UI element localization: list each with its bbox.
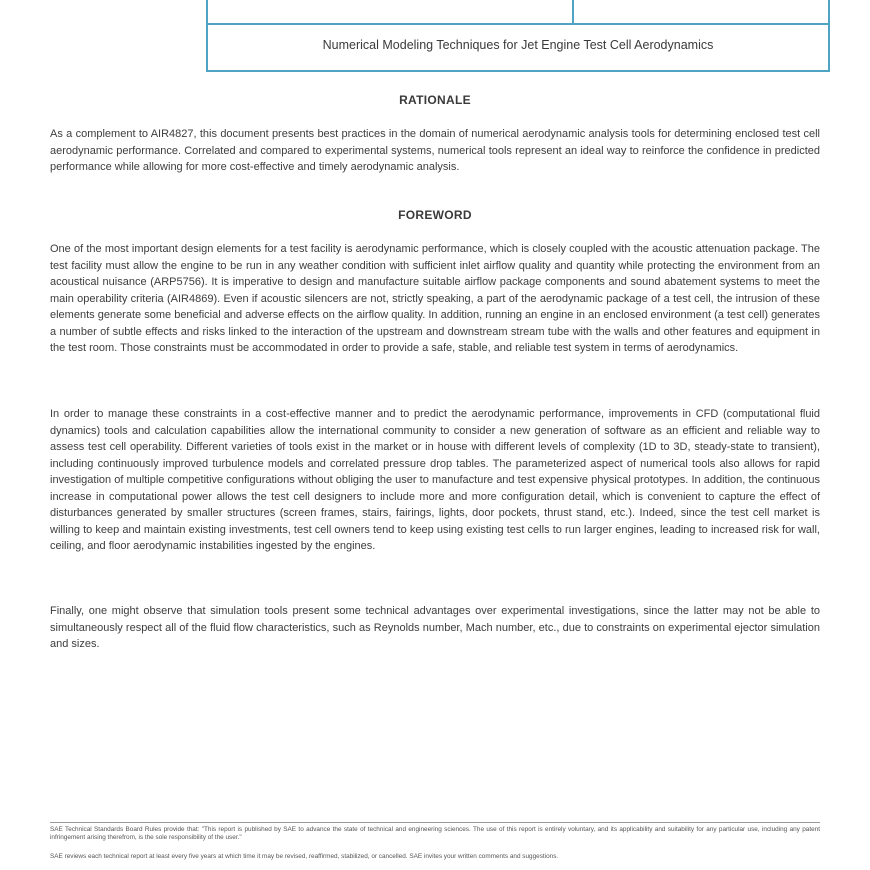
rationale-heading: RATIONALE [399,93,471,107]
rationale-paragraph: As a complement to AIR4827, this document presents best practices in the domain of numerical aerodynamic analysis tools for determining enclosed test cell aerodynamic performance. Correlated and compared to experimental systems, numerical tools represent an ideal way to reinforce the confidence in predicted performance while allowing for more cost-effective and timely aerodynamic analysis. [50,128,820,173]
title-block-divider [572,0,574,25]
footer-rule [50,822,820,823]
foreword-paragraph-1: One of the most important design elements for a test facility is aerodynamic performance, which is closely coupled with the acoustic attenuation package. The test facility must allow the engine to be run in any weather condition with sufficient inlet airflow quality and quantity while protecting the environment from an acoustical nuisance (ARP5756). It is imperative to design and manufacture suitable airflow package components and sound abatement systems to meet the main operability criteria (AIR4869). Even if acoustic silencers are not, strictly speaking, a part of the aerodynamic package of a test cell, the intrusion of these elements generate some beneficial and adverse effects on the airflow quality. In addition, running an engine in an enclosed environment (a test cell) generates a number of subtle effects and risks linked to the interaction of the upstream and downstream stream tube with the walls and other features and equipment in the test room. Those constraints must be accommodated in order to provide a safe, stable, and reliable test system in terms of aerodynamics. [50,243,820,354]
document-title-block [206,0,830,72]
foreword-paragraph-2: In order to manage these constraints in a cost-effective manner and to predict the aerodynamic performance, improvements in CFD (computational fluid dynamics) tools and calculation capabilities allow the international community to consider a new generation of software as an efficient and reliable way to assess test cell operability. Different varieties of tools exist in the market or in house with different levels of complexity (1D to 3D, steady-state to transient), including continuously improved turbulence models and correlated pressure drop tables. The parameterized aspect of numerical tools also allows for rapid investigation of multiple competitive configurations without obliging the user to manufacture and test expensive physical prototypes. In addition, the continuous increase in computational power allows the test cell designers to include more and more configuration detail, which is convenient to capture the effect of disturbances generated by smaller structures (screen frames, stairs, fairings, lights, door pockets, thrust stand, etc.). Indeed, since the test cell market is willing to keep and maintain existing investments, test cell owners tend to keep using existing test cells to run larger engines, leading to increased risk for wall, ceiling, and floor aerodynamic instabilities ingested by the engines. [50,408,820,552]
document-title: Numerical Modeling Techniques for Jet Engine Test Cell Aerodynamics [322,38,714,52]
footer-disclaimer: SAE Technical Standards Board Rules provide that: "This report is published by SAE to advance the state of technical and engineering sciences. The use of this report is entirely voluntary, and its applicability and suitability for any particular use, including any patent infringement arising therefrom, is the sole responsibility of the user." [50,826,820,841]
foreword-heading: FOREWORD [398,208,472,222]
title-block-top-row [208,0,828,25]
foreword-paragraph-3: Finally, one might observe that simulation tools present some technical advantages over experimental investigations, since the latter may not be able to simultaneously respect all of the fluid flow characteristics, such as Reynolds number, Mach number, etc., due to constraints on experimental ejector simulation and sizes. [50,605,820,650]
footer-review-note: SAE reviews each technical report at least every five years at which time it may be revised, reaffirmed, stabilized, or cancelled. SAE invites your written comments and suggestions. [50,853,559,860]
